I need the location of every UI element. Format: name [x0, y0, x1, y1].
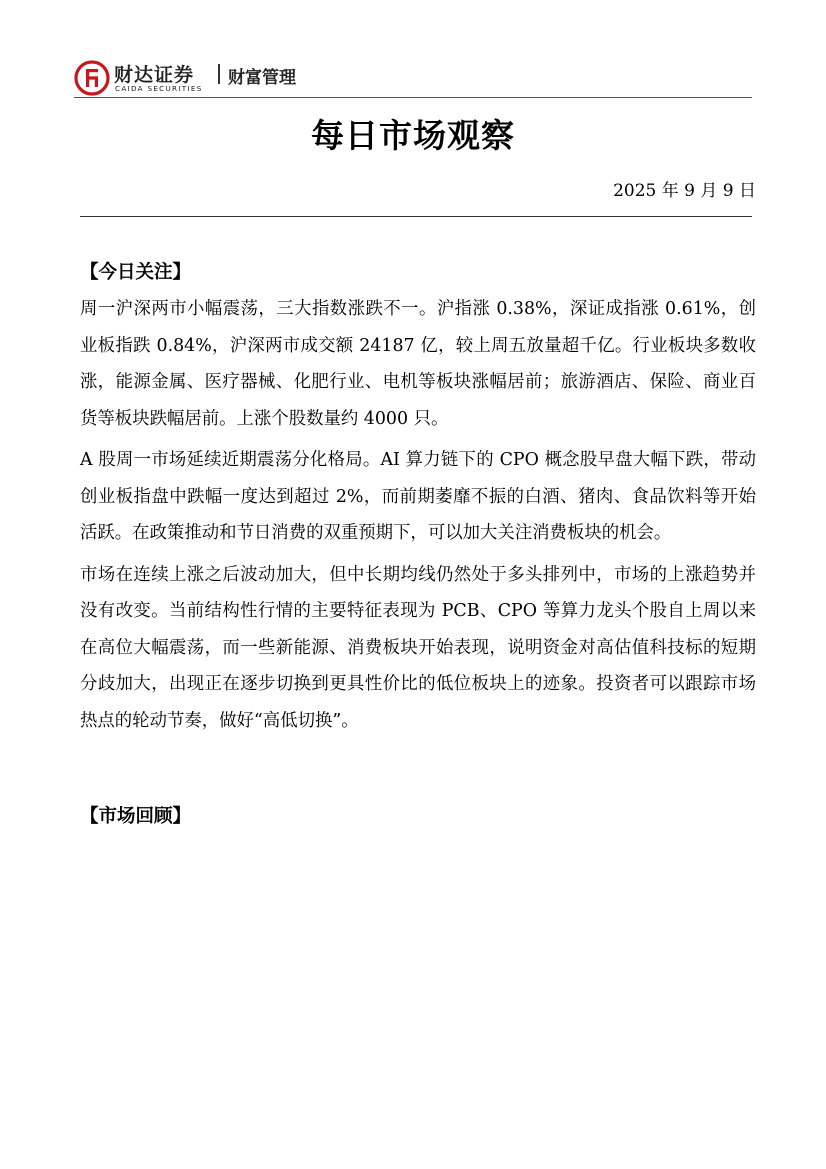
section-heading-today-focus: 【今日关注】	[80, 262, 192, 283]
brand-name-en: CAIDA SECURITIES	[115, 84, 203, 93]
page-title: 每日市场观察	[311, 116, 515, 155]
brand-divider	[218, 64, 220, 84]
paragraph-a-share-analysis: A 股周一市场延续近期震荡分化格局。AI 算力链下的 CPO 概念股早盘大幅下跌，带动创业板指盘中跌幅一度达到超过 2%，而前期萎靡不振的白酒、猪肉、食品饮料等开始活跃。在政策推动和节日消费的双重预期下，可以加大关注消费板块的机会。	[80, 450, 756, 543]
report-date: 2025 年 9 月 9 日	[613, 181, 756, 201]
title-divider	[80, 216, 752, 217]
paragraph-market-outlook: 市场在连续上涨之后波动加大，但中长期均线仍然处于多头排列中，市场的上涨趋势并没有改变。当前结构性行情的主要特征表现为 PCB、CPO 等算力龙头个股自上周以来在高位大幅震荡，而一些新能源、消费板块开始表现，说明资金对高估值科技标的短期分歧加大，出现正在逐步切换到更具性价比的低位板块上的迹象。投资者可以跟踪市场热点的轮动节奏，做好“高低切换”。	[80, 564, 756, 731]
paragraph-market-summary: 周一沪深两市小幅震荡，三大指数涨跌不一。沪指涨 0.38%，深证成指涨 0.61%，创业板指跌 0.84%，沪深两市成交额 24187 亿，较上周五放量超千亿。行业板块多数收涨，能源金属、医疗器械、化肥行业、电机等板块涨幅居前；旅游酒店、保险、商业百货等板块跌幅居前。上涨个股数量约 4000 只。	[80, 299, 756, 429]
header-divider	[74, 97, 752, 98]
brand-name-cn: 财达证券	[114, 64, 195, 86]
section-heading-market-review: 【市场回顾】	[80, 806, 192, 827]
report-body	[80, 255, 756, 835]
brand-subtitle: 财富管理	[228, 68, 296, 88]
section-spacer	[80, 744, 756, 799]
page-header	[74, 58, 754, 98]
caida-logo-icon	[74, 60, 110, 96]
